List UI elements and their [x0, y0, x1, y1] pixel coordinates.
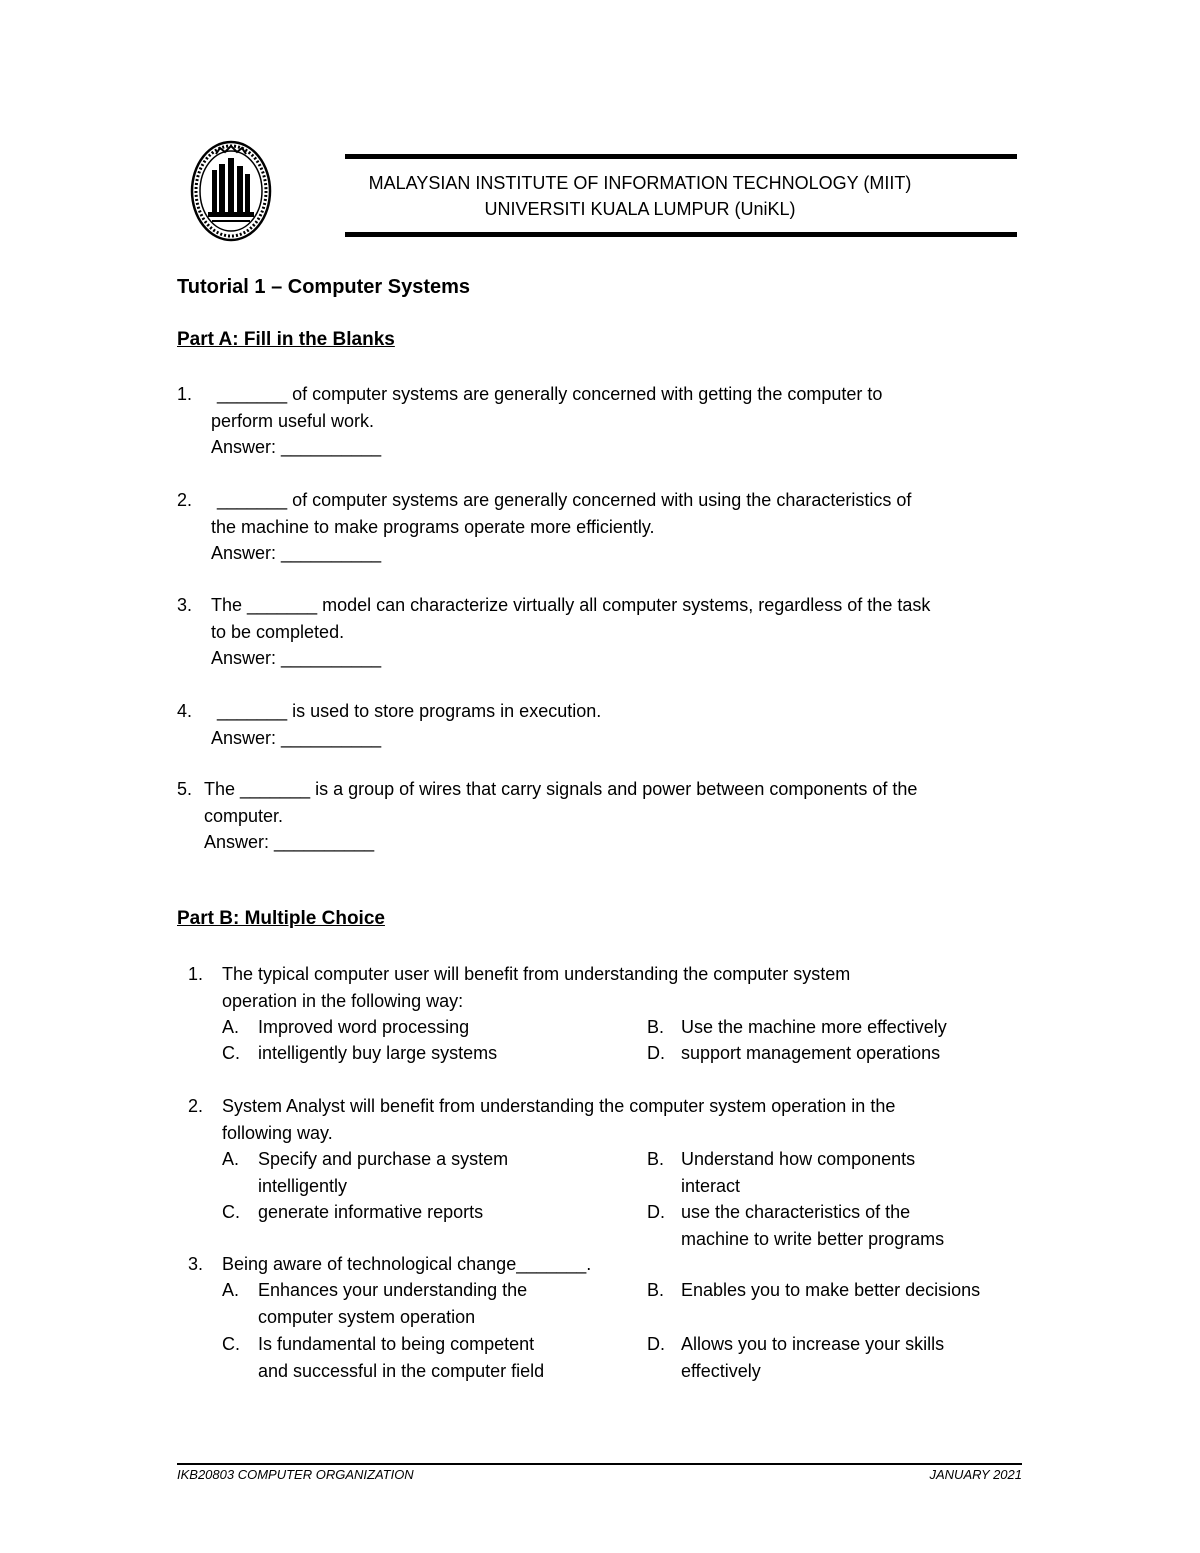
question-number: 2. — [177, 490, 193, 510]
option-text-line: Allows you to increase your skills — [681, 1334, 945, 1354]
part-b-heading: Part B: Multiple Choice — [177, 908, 385, 929]
option-letter-a: A. — [222, 1017, 240, 1037]
footer-rule — [177, 1463, 1022, 1465]
header-rule-top — [345, 154, 1017, 159]
option-d[interactable] — [681, 1331, 944, 1384]
question-text-line: The _______ is a group of wires that carry signals and power between components of the — [204, 779, 918, 799]
option-c[interactable] — [258, 1199, 483, 1226]
question-number: 1. — [188, 964, 204, 984]
option-text-line: and successful in the computer field — [258, 1360, 545, 1381]
option-text-line: effectively — [681, 1360, 761, 1381]
question-text-line: The typical computer user will benefit from understanding the computer system — [222, 964, 851, 984]
option-letter-c: C. — [222, 1202, 240, 1222]
answer-blank[interactable]: Answer: __________ — [211, 437, 382, 457]
option-d[interactable] — [681, 1040, 940, 1067]
option-c[interactable] — [258, 1040, 497, 1067]
option-text-line: support management operations — [681, 1043, 941, 1063]
option-b[interactable] — [681, 1146, 915, 1199]
option-text-line: Enables you to make better decisions — [681, 1280, 981, 1300]
question-text-line: Being aware of technological change_______. — [222, 1254, 592, 1274]
question-number: 4. — [177, 701, 193, 721]
institution-header — [345, 170, 935, 222]
header-rule-bottom — [345, 232, 1017, 237]
question-number: 1. — [177, 384, 193, 404]
option-d[interactable] — [681, 1199, 944, 1252]
question-number: 3. — [188, 1254, 204, 1274]
option-text-line: interact — [681, 1175, 741, 1196]
question-number: 5. — [177, 779, 193, 799]
option-letter-c: C. — [222, 1334, 240, 1354]
option-text-line: Improved word processing — [258, 1017, 470, 1037]
option-c[interactable] — [258, 1331, 544, 1384]
option-text-line: Is fundamental to being competent — [258, 1334, 535, 1354]
university-name: UNIVERSITI KUALA LUMPUR (UniKL) — [484, 199, 796, 219]
option-letter-d: D. — [647, 1043, 665, 1063]
question-text-line: System Analyst will benefit from understanding the computer system operation in the — [222, 1096, 896, 1116]
option-text-line: intelligently — [258, 1175, 348, 1196]
option-a[interactable] — [258, 1277, 527, 1330]
option-b[interactable] — [681, 1014, 947, 1041]
institution-name: MALAYSIAN INSTITUTE OF INFORMATION TECHNOLOGY (MIIT) — [368, 173, 912, 193]
question-number: 2. — [188, 1096, 204, 1116]
option-text-line: machine to write better programs — [681, 1228, 945, 1249]
part-a-heading: Part A: Fill in the Blanks — [177, 329, 395, 350]
option-text-line: Specify and purchase a system — [258, 1149, 509, 1169]
question-text-line: following way. — [222, 1122, 333, 1143]
unikl-crest-icon — [190, 140, 272, 242]
answer-blank[interactable]: Answer: __________ — [211, 648, 382, 668]
option-letter-b: B. — [647, 1280, 665, 1300]
question-text-line: operation in the following way: — [222, 990, 464, 1011]
question-text-line: _______ of computer systems are generally concerned with getting the computer to — [217, 384, 883, 404]
option-letter-a: A. — [222, 1149, 240, 1169]
footer-course-code: IKB20803 COMPUTER ORGANIZATION — [177, 1467, 414, 1482]
option-text-line: Understand how components — [681, 1149, 916, 1169]
footer-date: JANUARY 2021 — [929, 1467, 1022, 1482]
option-letter-d: D. — [647, 1334, 665, 1354]
option-text-line: generate informative reports — [258, 1202, 484, 1222]
option-letter-c: C. — [222, 1043, 240, 1063]
option-letter-a: A. — [222, 1280, 240, 1300]
question-text-line: to be completed. — [211, 621, 345, 642]
question-text-line: computer. — [204, 805, 284, 826]
option-text-line: computer system operation — [258, 1306, 476, 1327]
option-letter-b: B. — [647, 1017, 665, 1037]
option-letter-b: B. — [647, 1149, 665, 1169]
question-number: 3. — [177, 595, 193, 615]
option-text-line: Use the machine more effectively — [681, 1017, 947, 1037]
question-text-line: perform useful work. — [211, 410, 375, 431]
page-title: Tutorial 1 – Computer Systems — [177, 276, 471, 298]
question-text-line: The _______ model can characterize virtually all computer systems, regardless of the task — [211, 595, 931, 615]
option-text-line: intelligently buy large systems — [258, 1043, 498, 1063]
option-text-line: use the characteristics of the — [681, 1202, 911, 1222]
question-text-line: _______ is used to store programs in execution. — [217, 701, 602, 721]
option-text-line: Enhances your understanding the — [258, 1280, 528, 1300]
answer-blank[interactable]: Answer: __________ — [204, 832, 375, 852]
option-b[interactable] — [681, 1277, 980, 1304]
question-text-line: _______ of computer systems are generally concerned with using the characteristics of — [217, 490, 912, 510]
answer-blank[interactable]: Answer: __________ — [211, 543, 382, 563]
option-letter-d: D. — [647, 1202, 665, 1222]
question-text-line: the machine to make programs operate more efficiently. — [211, 516, 655, 537]
option-a[interactable] — [258, 1014, 469, 1041]
answer-blank[interactable]: Answer: __________ — [211, 727, 382, 748]
option-a[interactable] — [258, 1146, 508, 1199]
